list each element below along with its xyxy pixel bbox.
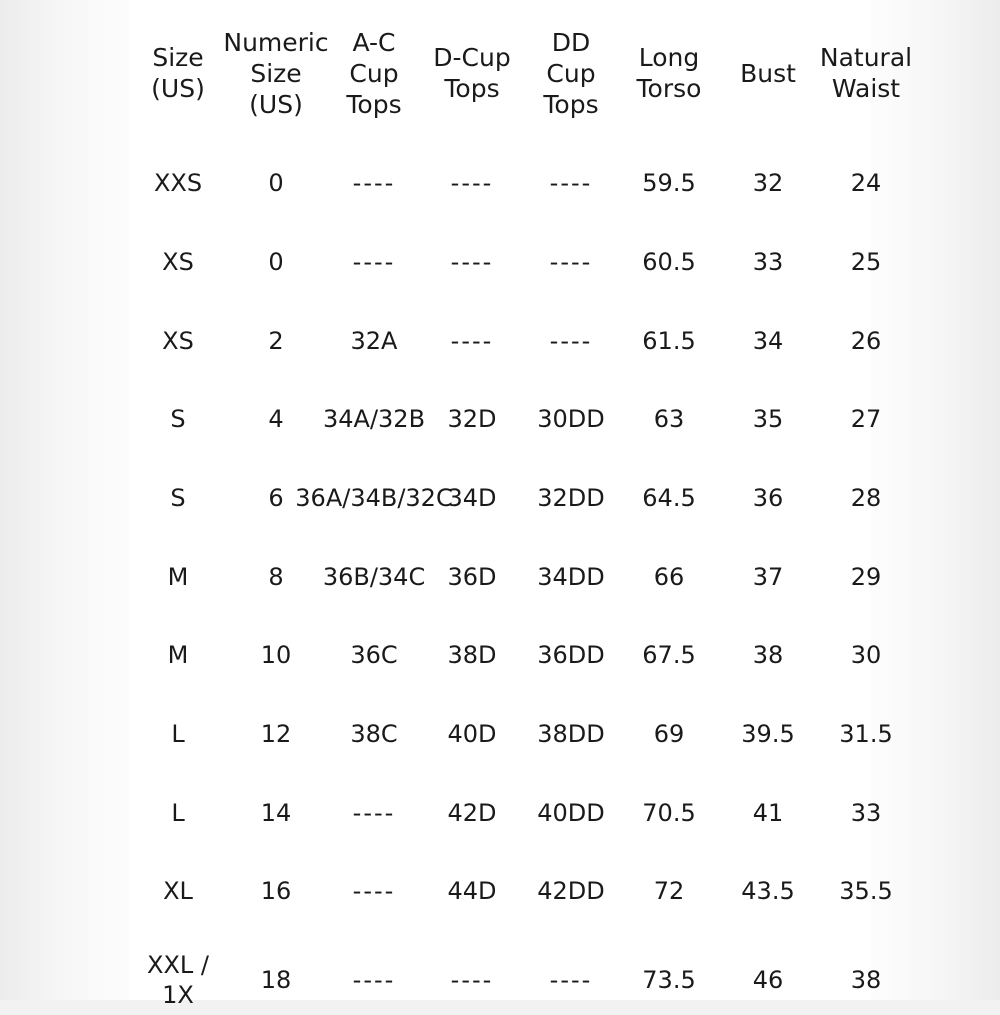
cell-natural-waist: 25 <box>850 248 882 276</box>
cell-dd-cup-tops: 42DD <box>537 877 605 905</box>
cell-bust: 46 <box>752 966 784 994</box>
cell-bust: 43.5 <box>741 877 795 905</box>
cell-numeric-size: 14 <box>260 799 292 827</box>
cell-numeric-size: 0 <box>268 169 284 197</box>
cell-ac-cup-tops: ---- <box>352 877 396 905</box>
cell-dd-cup-tops: 38DD <box>537 720 605 748</box>
cell-numeric-size: 6 <box>268 484 284 512</box>
cell-natural-waist: 33 <box>850 799 882 827</box>
cell-d-cup-tops: 36D <box>447 563 497 591</box>
cell-long-torso: 73.5 <box>642 966 696 994</box>
cell-long-torso: 60.5 <box>642 248 696 276</box>
cell-d-cup-tops: 42D <box>447 799 497 827</box>
cell-long-torso: 66 <box>653 563 685 591</box>
cell-d-cup-tops: ---- <box>450 966 494 994</box>
cell-dd-cup-tops: ---- <box>549 169 593 197</box>
cell-ac-cup-tops: ---- <box>352 799 396 827</box>
cell-d-cup-tops: 32D <box>447 405 497 433</box>
cell-ac-cup-tops: ---- <box>352 248 396 276</box>
cell-bust: 34 <box>752 327 784 355</box>
cell-ac-cup-tops: ---- <box>352 966 396 994</box>
cell-numeric-size: 0 <box>268 248 284 276</box>
cell-size-us: L <box>171 799 185 827</box>
cell-long-torso: 67.5 <box>642 641 696 669</box>
cell-ac-cup-tops: 38C <box>350 720 398 748</box>
cell-numeric-size: 2 <box>268 327 284 355</box>
cell-natural-waist: 29 <box>850 563 882 591</box>
cell-natural-waist: 38 <box>850 966 882 994</box>
cell-bust: 37 <box>752 563 784 591</box>
cell-dd-cup-tops: 40DD <box>537 799 605 827</box>
cell-numeric-size: 10 <box>260 641 292 669</box>
cell-bust: 33 <box>752 248 784 276</box>
header-long-torso: Long Torso <box>636 43 702 103</box>
header-ac-cup-tops: A-C Cup Tops <box>346 27 402 119</box>
cell-long-torso: 64.5 <box>642 484 696 512</box>
cell-ac-cup-tops: 36B/34C <box>322 563 426 591</box>
cell-ac-cup-tops: 36C <box>350 641 398 669</box>
cell-dd-cup-tops: 36DD <box>537 641 605 669</box>
cell-size-us: S <box>170 484 186 512</box>
cell-natural-waist: 35.5 <box>839 877 893 905</box>
cell-long-torso: 69 <box>653 720 685 748</box>
cell-dd-cup-tops: 34DD <box>537 563 605 591</box>
cell-d-cup-tops: ---- <box>450 169 494 197</box>
cell-bust: 35 <box>752 405 784 433</box>
cell-natural-waist: 27 <box>850 405 882 433</box>
cell-size-us: XS <box>162 327 194 355</box>
cell-numeric-size: 4 <box>268 405 284 433</box>
cell-numeric-size: 18 <box>260 966 292 994</box>
cell-bust: 36 <box>752 484 784 512</box>
cell-long-torso: 72 <box>653 877 685 905</box>
cell-d-cup-tops: 34D <box>447 484 497 512</box>
cell-long-torso: 70.5 <box>642 799 696 827</box>
cell-bust: 39.5 <box>741 720 795 748</box>
cell-d-cup-tops: ---- <box>450 327 494 355</box>
cell-size-us: M <box>167 641 189 669</box>
cell-d-cup-tops: 38D <box>447 641 497 669</box>
cell-bust: 32 <box>752 169 784 197</box>
cell-ac-cup-tops: 34A/32B <box>322 405 426 433</box>
cell-ac-cup-tops: ---- <box>352 169 396 197</box>
header-natural-waist: Natural Waist <box>819 43 913 103</box>
size-chart-sheet <box>130 0 913 1009</box>
cell-size-us: L <box>171 720 185 748</box>
cell-dd-cup-tops: 32DD <box>537 484 605 512</box>
cell-ac-cup-tops: 36A/34B/32C <box>295 484 453 512</box>
header-numeric-size: Numeric Size (US) <box>223 27 329 119</box>
cell-natural-waist: 26 <box>850 327 882 355</box>
cell-long-torso: 63 <box>653 405 685 433</box>
cell-natural-waist: 28 <box>850 484 882 512</box>
cell-size-us: M <box>167 563 189 591</box>
cell-size-us: S <box>170 405 186 433</box>
cell-natural-waist: 24 <box>850 169 882 197</box>
cell-dd-cup-tops: ---- <box>549 966 593 994</box>
cell-numeric-size: 12 <box>260 720 292 748</box>
cell-bust: 38 <box>752 641 784 669</box>
cell-dd-cup-tops: 30DD <box>537 405 605 433</box>
cell-d-cup-tops: 44D <box>447 877 497 905</box>
cell-numeric-size: 8 <box>268 563 284 591</box>
cell-size-us: XXS <box>153 169 203 197</box>
cell-size-us: XS <box>162 248 194 276</box>
cell-natural-waist: 31.5 <box>839 720 893 748</box>
cell-long-torso: 59.5 <box>642 169 696 197</box>
header-d-cup-tops: D-Cup Tops <box>433 43 511 103</box>
header-size-us: Size (US) <box>151 43 205 103</box>
cell-long-torso: 61.5 <box>642 327 696 355</box>
cell-bust: 41 <box>752 799 784 827</box>
cell-numeric-size: 16 <box>260 877 292 905</box>
cell-size-us: XXL / 1X <box>147 951 209 1009</box>
cell-d-cup-tops: ---- <box>450 248 494 276</box>
header-dd-cup-tops: DD Cup Tops <box>543 27 599 119</box>
cell-natural-waist: 30 <box>850 641 882 669</box>
cell-ac-cup-tops: 32A <box>350 327 398 355</box>
cell-dd-cup-tops: ---- <box>549 327 593 355</box>
cell-dd-cup-tops: ---- <box>549 248 593 276</box>
cell-d-cup-tops: 40D <box>447 720 497 748</box>
cell-size-us: XL <box>163 877 193 905</box>
header-bust: Bust <box>740 58 796 88</box>
